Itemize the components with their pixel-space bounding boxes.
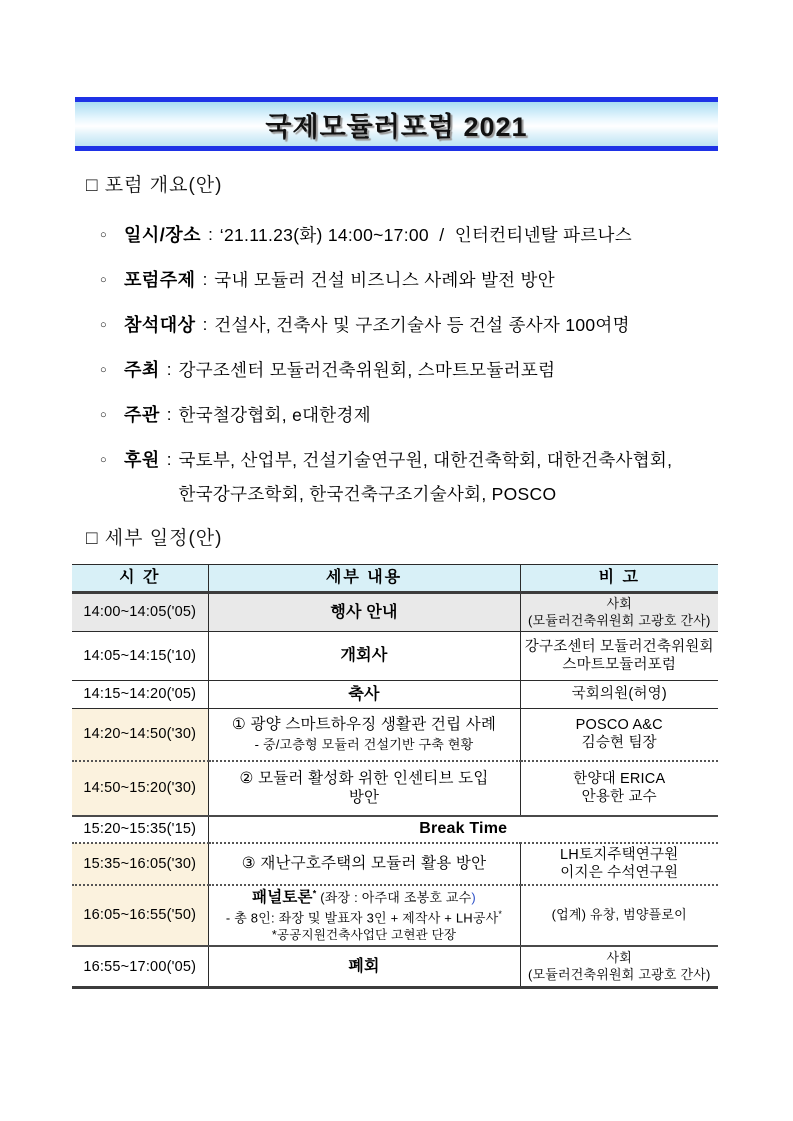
overview-list [72,224,721,505]
list-item-organizer [72,404,721,426]
title-banner [75,97,718,151]
panel-title: 패널토론 [252,888,313,906]
cell-time: 14:50~15:20('30) [72,761,208,816]
table-row-break [72,816,718,843]
cell-time: 16:55~17:00('05) [72,946,208,987]
panel-chair: (좌장 : 아주대 조봉호 교수 [316,889,472,905]
cell-content [208,761,520,816]
note-line1: LH토지주택연구원 [560,846,679,863]
content-subtitle: - 중/고층형 모듈러 건설기반 구축 현황 [254,736,474,752]
cell-note [520,593,718,632]
item-colon: : [166,405,172,424]
panel-members-line [211,909,518,927]
note-line1: POSCO A&C [575,717,663,734]
cell-note [520,946,718,987]
bullet-icon: ○ [100,409,107,421]
schedule-table [72,564,718,989]
note-line1: 사회 [606,596,633,612]
bullet-icon: ○ [100,319,107,331]
list-item-attendees [72,314,721,336]
item-label: 주최 [124,360,160,380]
item-label: 주관 [124,405,160,425]
item-value-wrap [179,449,673,505]
cell-note [520,681,718,709]
cell-note [520,885,718,947]
column-header-note: 비 고 [520,565,718,593]
item-colon: : [166,360,172,379]
cell-time: 16:05~16:55('50) [72,885,208,947]
table-row [72,593,718,632]
bullet-icon: ○ [100,454,107,466]
table-row [72,632,718,681]
schedule-heading: □ 세부 일정(안) [86,528,223,549]
cell-content [208,885,520,947]
cell-note [520,843,718,885]
cell-time: 15:35~16:05('30) [72,843,208,885]
list-item-sponsors [72,449,721,505]
cell-time: 14:00~14:05('05) [72,593,208,632]
overview-heading: □ 포럼 개요(안) [86,175,223,196]
cell-note [520,761,718,816]
item-label: 일시/장소 [124,225,202,245]
bullet-icon: ○ [100,364,107,376]
cell-time: 14:15~14:20('05) [72,681,208,709]
item-value: 건설사, 건축사 및 구조기술사 등 건설 종사자 100여명 [214,315,630,335]
note-line2: 김승현 팀장 [581,735,657,752]
cell-time: 14:20~14:50('30) [72,709,208,761]
table-row [72,761,718,816]
list-item-host [72,359,721,381]
cell-time: 15:20~15:35('15) [72,816,208,843]
note-line2: (모듈러건축위원회 고광호 간사) [527,966,711,982]
note-line2: 스마트모듈러포럼 [562,657,677,673]
content-title: ③ 재난구호주택의 모듈러 활용 방안 [241,854,487,872]
table-header-row [72,565,718,593]
item-value-line1: 국토부, 산업부, 건설기술연구원, 대한건축학회, 대한건축사협회, [178,450,673,470]
note-line1: (업계) 유창, 범양플로이 [551,907,687,923]
list-item-datetime [72,224,721,246]
item-value: 국내 모듈러 건설 비즈니스 사례와 발전 방안 [214,270,555,290]
column-header-time: 시 간 [72,565,208,593]
note-line2: 안용한 교수 [581,789,657,805]
asterisk-superscript: * [498,909,503,920]
item-label: 참석대상 [124,315,196,335]
cell-content: 개회사 [208,632,520,681]
document-title: 국제모듈러포럼 2021 [265,111,528,142]
cell-break-time: Break Time [208,816,718,843]
panel-paren: ) [471,889,476,905]
note-line1: 국회의원(허영) [571,686,667,703]
panel-discussion-line [211,888,518,907]
panel-members-text: - 총 8인: 좌장 및 발표자 3인 + 제작사 + LH공사 [225,910,499,926]
item-label: 포럼주제 [124,270,196,290]
cell-content: 폐회 [208,946,520,987]
asterisk-superscript: * [312,888,317,899]
item-colon: : [202,270,208,289]
item-value: 강구조센터 모듈러건축위원회, 스마트모듈러포럼 [178,360,556,380]
item-colon: : [208,225,213,244]
item-colon: : [202,315,208,334]
cell-content: 축사 [208,681,520,709]
note-line1: 한양대 ERICA [573,770,666,787]
bullet-icon: ○ [100,274,107,286]
table-row-panel [72,885,718,947]
content-title-line1: ② 모듈러 활성화 위한 인센티브 도입 [239,769,489,787]
cell-time: 14:05~14:15('10) [72,632,208,681]
table-row [72,709,718,761]
cell-content [208,843,520,885]
panel-footnote-line: *공공지원건축사업단 고현관 단장 [271,927,457,942]
cell-content: 행사 안내 [208,593,520,632]
bullet-icon: ○ [100,229,107,241]
table-row [72,946,718,987]
note-line1: 사회 [606,950,633,966]
cell-content [208,709,520,761]
item-value: 한국철강협회, e대한경제 [178,405,371,425]
table-row [72,843,718,885]
item-label: 후원 [124,450,160,470]
content-title-line2: 방안 [348,789,380,806]
note-line1: 강구조센터 모듈러건축위원회 [524,638,714,655]
note-line2: 이지은 수석연구원 [560,864,679,881]
column-header-content: 세부 내용 [208,565,520,593]
note-line2: (모듈러건축위원회 고광호 간사) [527,612,711,628]
content-title: ① 광양 스마트하우징 생활관 건립 사례 [231,716,497,734]
list-item-topic [72,269,721,291]
cell-note [520,709,718,761]
item-value-line2: 한국강구조학회, 한국건축구조기술사회, POSCO [178,484,557,504]
item-colon: : [166,450,172,469]
item-value: ‘21.11.23(화) 14:00~17:00 / 인터컨티넨탈 파르나스 [219,225,632,245]
table-row [72,681,718,709]
cell-note [520,632,718,681]
